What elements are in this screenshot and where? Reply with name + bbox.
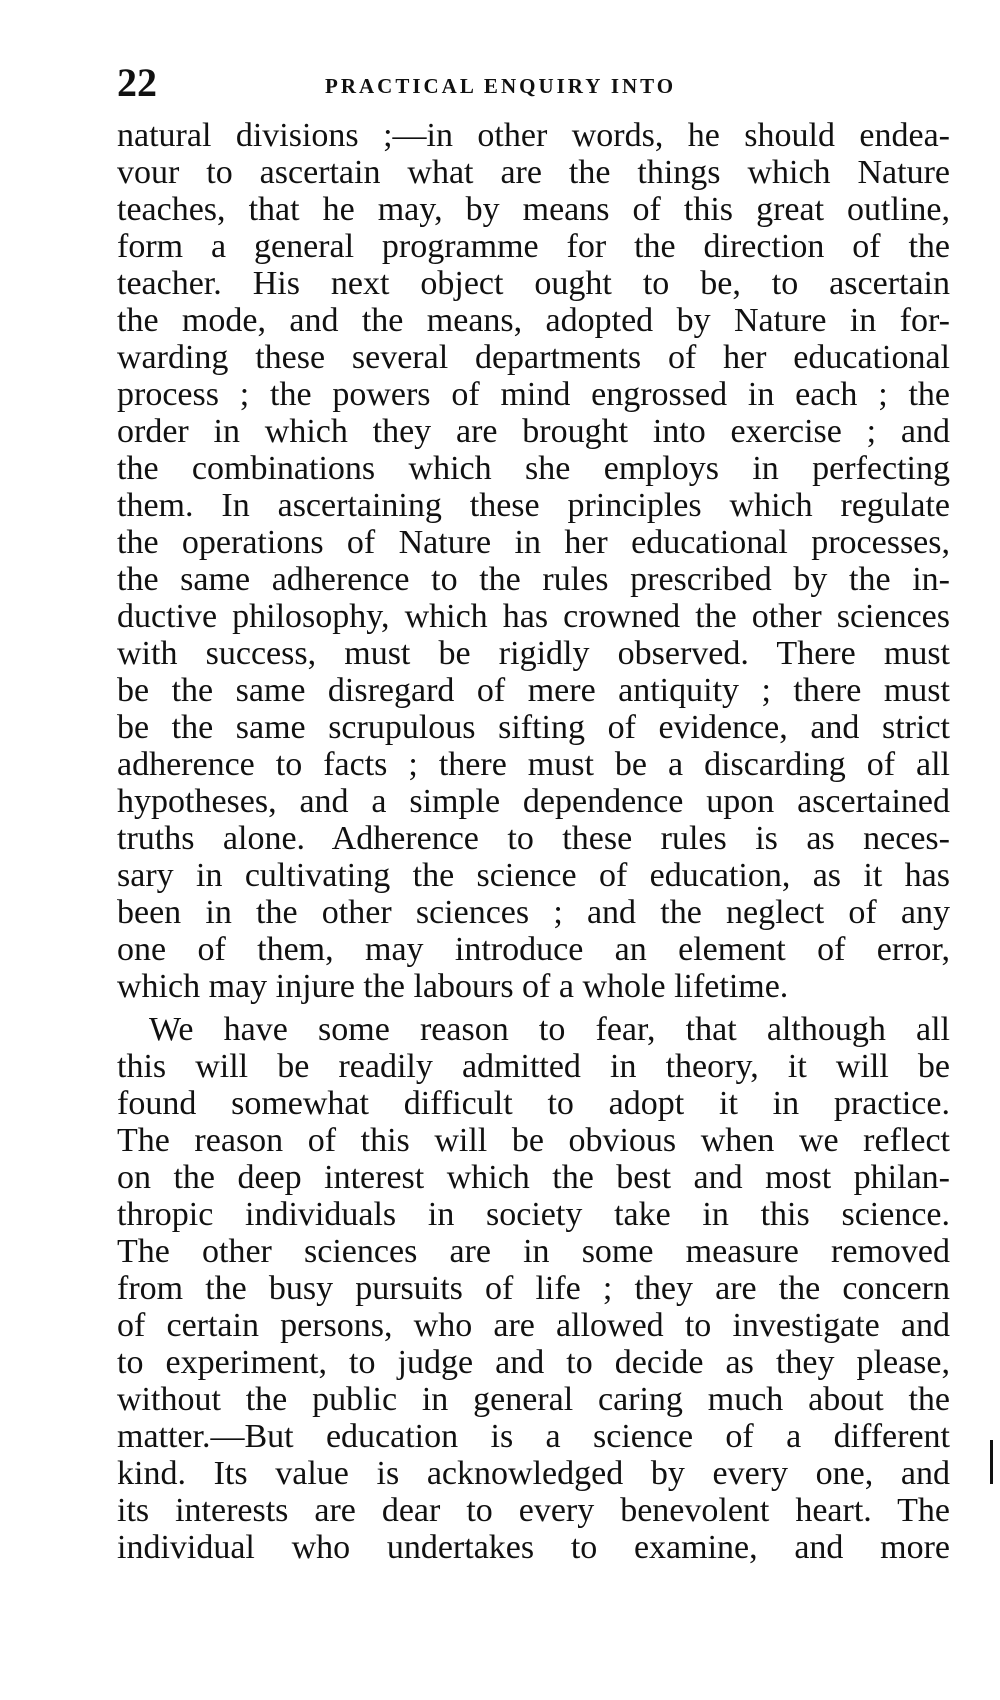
text-line: hypotheses, and a simple dependence upon ascertained <box>117 783 950 820</box>
text-line: be the same disregard of mere antiquity ; there must <box>117 672 950 709</box>
text-line: found somewhat difficult to adopt it in practice. <box>117 1085 950 1122</box>
text-line: be the same scrupulous sifting of evidence, and strict <box>117 709 950 746</box>
text-line: the mode, and the means, adopted by Nature in for- <box>117 302 950 339</box>
text-line: The reason of this will be obvious when we reflect <box>117 1122 950 1159</box>
text-line: kind. Its value is acknowledged by every one, and <box>117 1455 950 1492</box>
text-line: the operations of Nature in her educational processes, <box>117 524 950 561</box>
text-line: its interests are dear to every benevolent heart. The <box>117 1492 950 1529</box>
running-head: PRACTICAL ENQUIRY INTO <box>325 74 677 98</box>
text-line: individual who undertakes to examine, and more <box>117 1529 950 1566</box>
text-line: thropic individuals in society take in this science. <box>117 1196 950 1233</box>
text-line: from the busy pursuits of life ; they are the concern <box>117 1270 950 1307</box>
text-line: the same adherence to the rules prescribed by the in- <box>117 561 950 598</box>
text-line: with success, must be rigidly observed. There must <box>117 635 950 672</box>
text-line: to experiment, to judge and to decide as they please, <box>117 1344 950 1381</box>
text-line: The other sciences are in some measure removed <box>117 1233 950 1270</box>
text-line: teacher. His next object ought to be, to ascertain <box>117 265 950 302</box>
text-line: the combinations which she employs in perfecting <box>117 450 950 487</box>
text-line: adherence to facts ; there must be a discarding of all <box>117 746 950 783</box>
text-line: this will be readily admitted in theory, it will be <box>117 1048 950 1085</box>
page-header <box>117 58 950 108</box>
margin-mark <box>990 1440 993 1484</box>
text-line: teaches, that he may, by means of this great outline, <box>117 191 950 228</box>
text-line: on the deep interest which the best and most philan- <box>117 1159 950 1196</box>
text-line: been in the other sciences ; and the neglect of any <box>117 894 950 931</box>
text-line: one of them, may introduce an element of error, <box>117 931 950 968</box>
page-number: 22 <box>117 60 157 105</box>
text-line: warding these several departments of her educational <box>117 339 950 376</box>
text-line: vour to ascertain what are the things which Nature <box>117 154 950 191</box>
text-line: them. In ascertaining these principles which regulate <box>117 487 950 524</box>
text-line: process ; the powers of mind engrossed in each ; the <box>117 376 950 413</box>
text-line: matter.—But education is a science of a different <box>117 1418 950 1455</box>
text-line: order in which they are brought into exercise ; and <box>117 413 950 450</box>
text-line: without the public in general caring much about the <box>117 1381 950 1418</box>
text-line: form a general programme for the direction of the <box>117 228 950 265</box>
paragraph-1 <box>117 117 950 1005</box>
text-line: ductive philosophy, which has crowned the other sciences <box>117 598 950 635</box>
text-line: We have some reason to fear, that although all <box>149 1011 950 1048</box>
text-line: truths alone. Adherence to these rules is as neces- <box>117 820 950 857</box>
body-text <box>117 117 950 1566</box>
text-line: sary in cultivating the science of education, as it has <box>117 857 950 894</box>
text-line: natural divisions ;—in other words, he should endea- <box>117 117 950 154</box>
text-line: of certain persons, who are allowed to investigate and <box>117 1307 950 1344</box>
paragraph-2 <box>117 1011 950 1566</box>
text-line: which may injure the labours of a whole lifetime. <box>117 968 789 1005</box>
